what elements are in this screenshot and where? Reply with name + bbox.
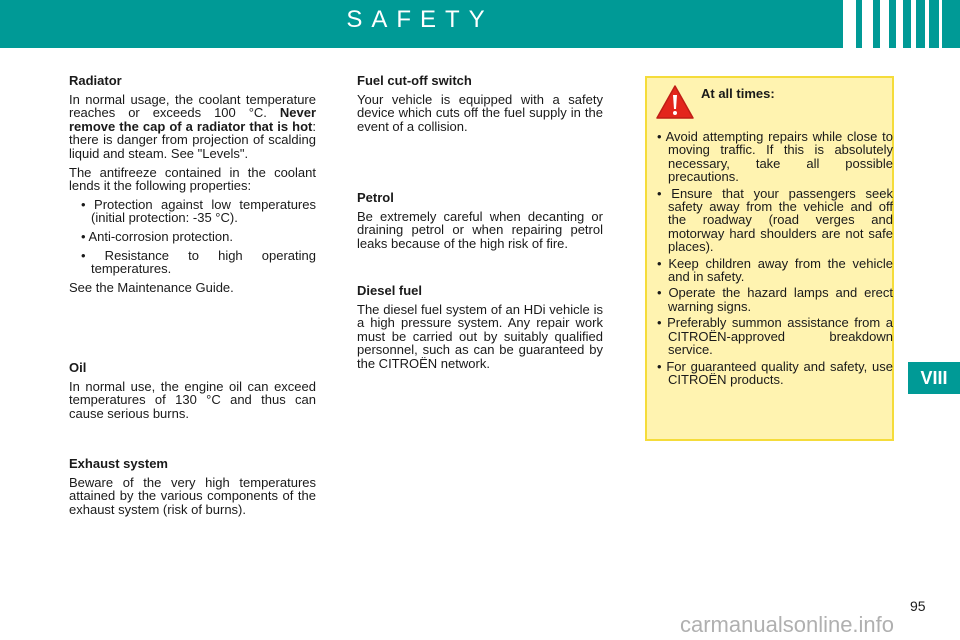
list-item: • Preferably summon assistance from a CITROËN-approved breakdown service. <box>657 315 893 358</box>
list-item: • Keep children away from the vehicle and in safety. <box>657 255 893 285</box>
oil-heading: Oil <box>69 360 87 375</box>
header-stripe <box>896 0 903 48</box>
fuel-cutoff-section <box>357 74 603 138</box>
fuel-cutoff-text: Your vehicle is equipped with a safety device which cuts off the fuel supply in the event of a collision. <box>357 91 603 134</box>
oil-text: In normal use, the engine oil can exceed temperatures of 130 °C and thus can cause serious burns. <box>69 378 316 421</box>
header-stripe <box>880 0 889 48</box>
warning-box-title: At all times: <box>701 86 775 101</box>
list-item: • Ensure that your passengers seek safety away from the vehicle and off the roadway (road verges and motorway hard shoulders are not safe places). <box>657 185 893 255</box>
fuel-cutoff-heading: Fuel cut-off switch <box>357 73 472 88</box>
warning-triangle-icon <box>655 84 695 120</box>
oil-section <box>69 361 316 425</box>
warning-list <box>657 130 893 389</box>
diesel-text: The diesel fuel system of an HDi vehicle is a high pressure system. Any repair work must be carried out by suitably qualified personnel, such as can be guaranteed by the CITROËN network. <box>357 301 603 371</box>
petrol-text: Be extremely careful when decanting or draining petrol or when repairing petrol leaks because of the high risk of fire. <box>357 208 603 251</box>
list-item: • Anti-corrosion protection. <box>81 228 233 244</box>
petrol-section <box>357 191 603 255</box>
radiator-text: In normal usage, the coolant temperature reaches or exceeds 100 °C. Never remove the cap of a radiator that is hot: there is danger from projection of scalding liquid and steam. See "Levels". <box>69 91 316 161</box>
list-item: • For guaranteed quality and safety, use CITROËN products. <box>657 358 893 387</box>
list-item: • Avoid attempting repairs while close to moving traffic. If this is absolutely necessary, take all possible precautions. <box>657 129 893 185</box>
page-number: 95 <box>910 598 926 614</box>
diesel-section <box>357 284 603 376</box>
petrol-heading: Petrol <box>357 190 394 205</box>
radiator-warning: Never remove the cap of a radiator that is hot <box>69 105 316 134</box>
header-stripe <box>862 0 873 48</box>
diesel-heading: Diesel fuel <box>357 283 423 298</box>
exhaust-section <box>69 457 316 521</box>
list-item: • Resistance to high operating temperatures. <box>81 247 316 277</box>
maintenance-guide-ref: See the Maintenance Guide. <box>69 279 234 295</box>
warning-box <box>645 76 894 441</box>
list-item: • Protection against low temperatures (initial protection: -35 °C). <box>81 196 316 226</box>
exhaust-heading: Exhaust system <box>69 456 168 471</box>
exhaust-text: Beware of the very high temperatures attained by the various components of the exhaust system (risk of burns). <box>69 474 316 517</box>
page-title: SAFETY <box>346 6 494 33</box>
radiator-heading: Radiator <box>69 73 122 88</box>
list-item: • Operate the hazard lamps and erect warning signs. <box>657 285 893 314</box>
watermark: carmanualsonline.info <box>680 612 895 637</box>
antifreeze-text: The antifreeze contained in the coolant lends it the following properties: <box>69 164 316 194</box>
header-bar <box>0 0 960 48</box>
section-tab: VIII <box>908 362 960 394</box>
header-stripe <box>925 0 929 48</box>
header-stripe <box>911 0 916 48</box>
radiator-section <box>69 74 316 299</box>
header-stripe <box>843 0 856 48</box>
header-stripe <box>939 0 942 48</box>
